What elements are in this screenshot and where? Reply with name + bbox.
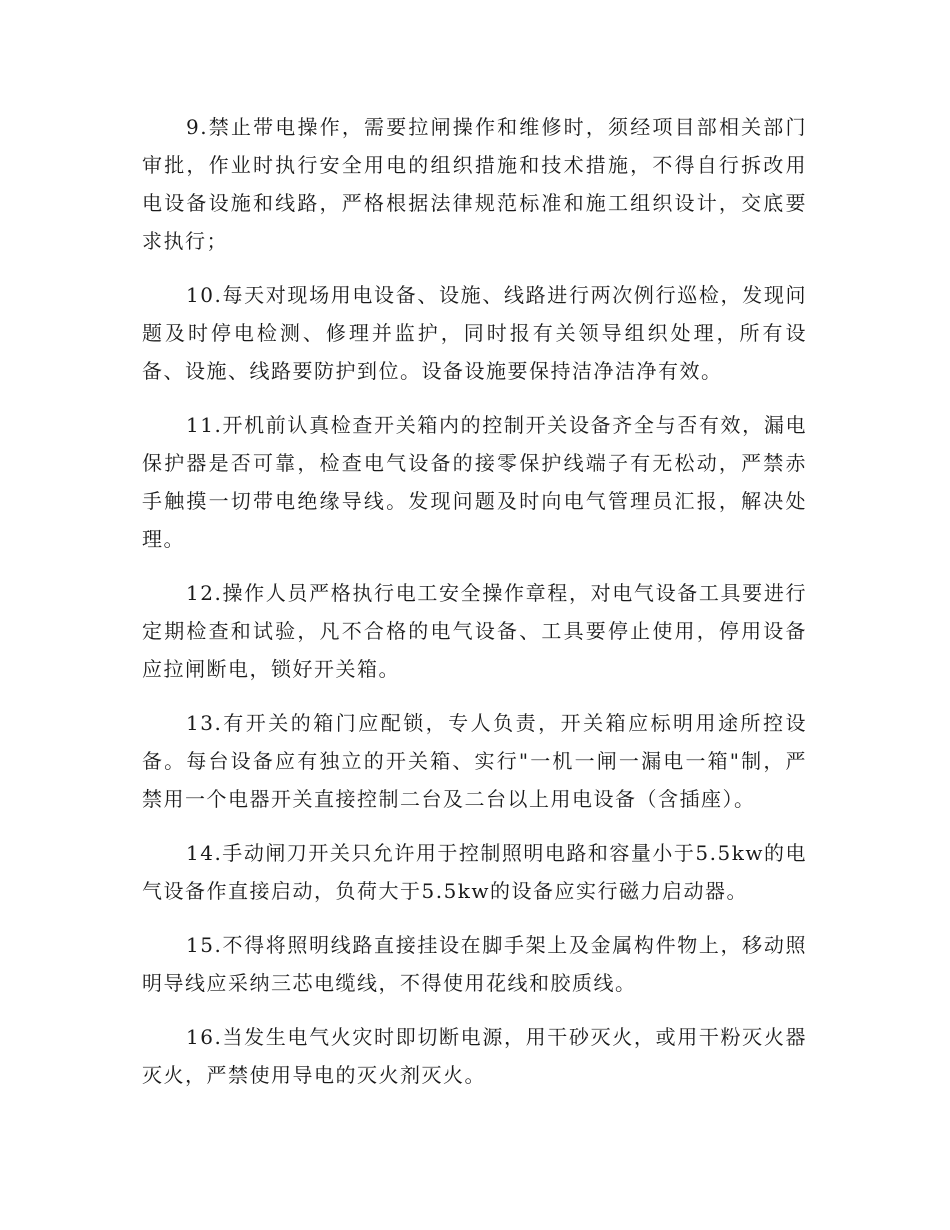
paragraph-16: 16.当发生电气火灾时即切断电源，用干砂灭火，或用干粉灭火器灭火，严禁使用导电的灭火剂灭火。 <box>142 1025 807 1087</box>
paragraph-12: 12.操作人员严格执行电工安全操作章程，对电气设备工具要进行定期检查和试验，凡不合格的电气设备、工具要停止使用，停用设备应拉闸断电，锁好开关箱。 <box>142 581 807 681</box>
paragraph-10: 10.每天对现场用电设备、设施、线路进行两次例行巡检，发现问题及时停电检测、修理并监护，同时报有关领导组织处理，所有设备、设施、线路要防护到位。设备设施要保持洁净洁净有效。 <box>142 283 807 383</box>
paragraph-15: 15.不得将照明线路直接挂设在脚手架上及金属构件物上，移动照明导线应采纳三芯电缆线，不得使用花线和胶质线。 <box>142 933 807 995</box>
paragraph-14: 14.手动闸刀开关只允许用于控制照明电路和容量小于5.5kw的电气设备作直接启动，负荷大于5.5kw的设备应实行磁力启动器。 <box>142 841 807 903</box>
paragraph-13: 13.有开关的箱门应配锁，专人负责，开关箱应标明用途所控设备。每台设备应有独立的开关箱、实行"一机一闸一漏电一箱"制，严禁用一个电器开关直接控制二台及二台以上用电设备（含插座）。 <box>142 711 807 811</box>
paragraph-9: 9.禁止带电操作，需要拉闸操作和维修时，须经项目部相关部门审批，作业时执行安全用电的组织措施和技术措施，不得自行拆改用电设备设施和线路，严格根据法律规范标准和施工组织设计，交底要求执行； <box>142 115 807 253</box>
document-body <box>142 108 807 1110</box>
paragraph-11: 11.开机前认真检查开关箱内的控制开关设备齐全与否有效，漏电保护器是否可靠，检查电气设备的接零保护线端子有无松动，严禁赤手触摸一切带电绝缘导线。发现问题及时向电气管理员汇报，解决处理。 <box>142 413 807 551</box>
